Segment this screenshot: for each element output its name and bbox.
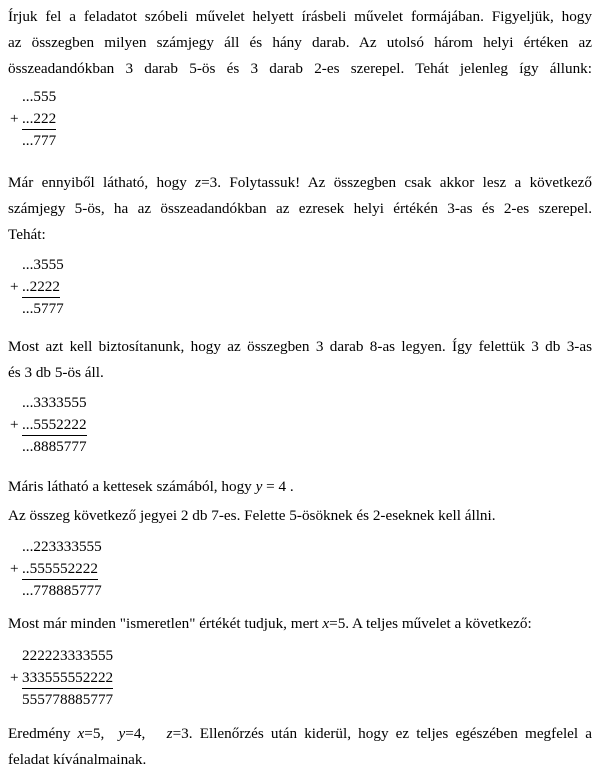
paragraph-7	[8, 721, 592, 773]
addition-step-5	[10, 645, 113, 711]
result-z-var: z	[166, 725, 173, 742]
addition-step-2	[10, 254, 64, 320]
step1-addend: ...222	[22, 109, 56, 130]
paragraph-3	[8, 334, 592, 386]
p7-line-2: feladat kívánalmainak.	[8, 751, 147, 768]
intro-paragraph	[8, 4, 592, 82]
p7-line-1: Eredmény x=5, y=4, z=3. Ellenőrzés után kiderül, hogy ez teljes egészében megfelel a	[8, 725, 593, 742]
step2-plus: +	[10, 278, 19, 295]
step5-top: 222223333555	[22, 647, 114, 664]
var-x: x	[322, 615, 330, 632]
step1-plus: +	[10, 110, 19, 127]
addition-step-3	[10, 392, 87, 458]
p3-line-1: Most azt kell biztosítanunk, hogy az összegben 3 darab 8-as legyen. Így felettük 3 db 3-as	[8, 338, 592, 355]
p6-line: Most már minden "ismeretlen" értékét tudjuk, mert x=5. A teljes művelet a következő:	[8, 615, 532, 632]
p4-line: Máris látható a kettesek számából, hogy y = 4 .	[8, 478, 294, 495]
step3-plus: +	[10, 416, 19, 433]
step3-addend: ...5552222	[22, 415, 87, 436]
p3-line-2: és 3 db 5-ös áll.	[8, 364, 104, 381]
intro-line-3: összeadandókban 3 darab 5-ös és 3 darab 2-es szerepel. Tehát jelenleg így állunk:	[8, 60, 592, 77]
paragraph-5	[8, 503, 592, 529]
step5-result: 555778885777	[22, 691, 114, 708]
addition-step-1	[10, 86, 56, 152]
addition-step-4	[10, 536, 102, 602]
step4-result: ...778885777	[22, 582, 102, 599]
step5-addend: 333555552222	[22, 668, 113, 689]
p2-line-2: számjegy 5-ös, ha az összeadandókban az ezresek helyi értékén 3-as és 2-es szerepel.	[8, 200, 592, 217]
step4-top: ...223333555	[22, 538, 102, 555]
step1-top: ...555	[22, 88, 57, 105]
step4-plus: +	[10, 560, 19, 577]
paragraph-4	[8, 474, 592, 500]
paragraph-2	[8, 170, 592, 248]
step4-addend: ..555552222	[22, 559, 98, 580]
result-y-var: y	[118, 725, 126, 742]
paragraph-6	[8, 611, 592, 637]
p2-line-1: Már ennyiből látható, hogy z=3. Folytassuk! Az összegben csak akkor lesz a következő	[8, 174, 592, 191]
step3-result: ...8885777	[22, 438, 87, 455]
step2-result: ...5777	[22, 300, 64, 317]
step2-top: ...3555	[22, 256, 64, 273]
p5-line: Az összeg következő jegyei 2 db 7-es. Felette 5-ösöknek és 2-eseknek kell állni.	[8, 507, 496, 524]
step2-addend: ..2222	[22, 277, 60, 298]
step1-result: ...777	[22, 132, 57, 149]
step3-top: ...3333555	[22, 394, 87, 411]
p2-line-3: Tehát:	[8, 226, 46, 243]
var-y: y	[255, 478, 263, 495]
step5-plus: +	[10, 669, 19, 686]
intro-line-2: az összegben milyen számjegy áll és hány darab. Az utolsó három helyi értéken az	[8, 34, 592, 51]
var-z: z	[195, 174, 202, 191]
intro-line-1: Írjuk fel a feladatot szóbeli művelet helyett írásbeli művelet formájában. Figyeljük, hogy	[8, 8, 592, 25]
result-x-var: x	[77, 725, 85, 742]
